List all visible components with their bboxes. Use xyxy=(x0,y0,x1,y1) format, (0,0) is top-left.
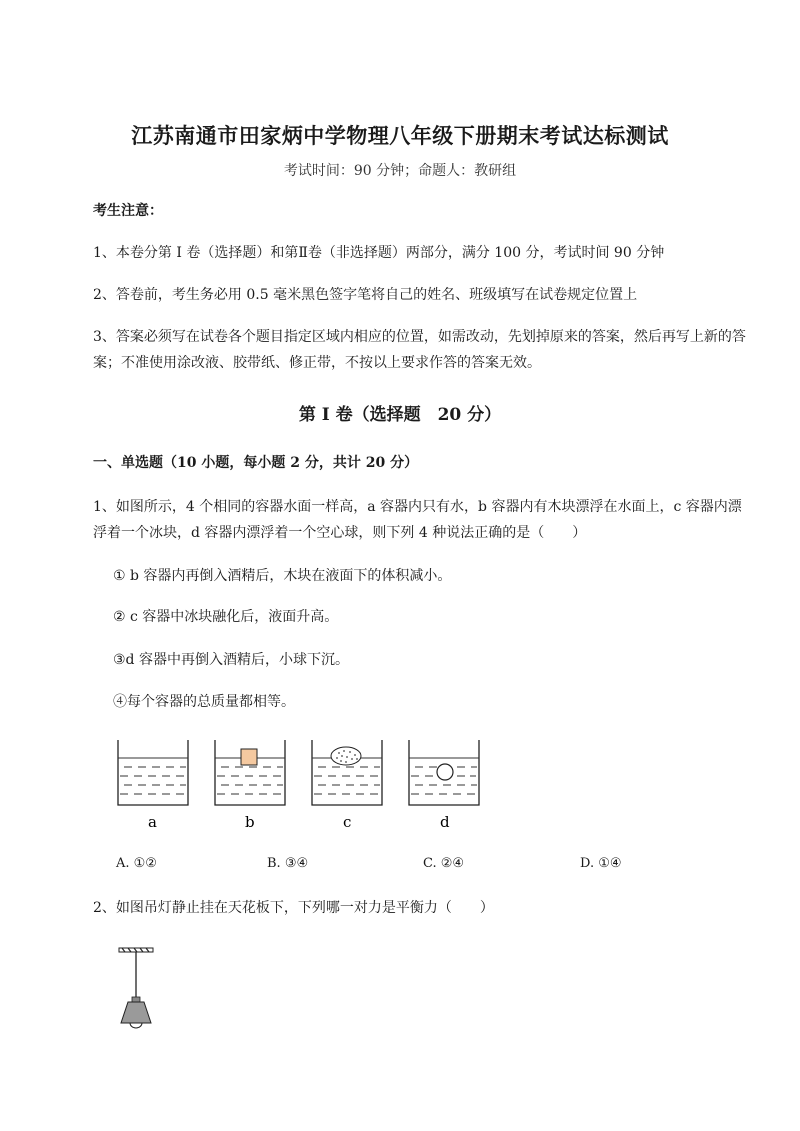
q1-option-a[interactable]: A. ①② xyxy=(116,856,157,871)
q1-option-b[interactable]: B. ③④ xyxy=(267,856,309,871)
label-b: b xyxy=(245,813,255,831)
q1-statement-1: ① b 容器内再倒入酒精后，木块在液面下的体积减小。 xyxy=(113,568,452,584)
label-a: a xyxy=(148,813,157,831)
page-subtitle: 考试时间：90 分钟；命题人：教研组 xyxy=(283,163,517,179)
notice-item-3: 3、答案必须写在试卷各个题目指定区域内相应的位置，如需改动，先划掉原来的答案，然后再写上新的答案；不准使用涂改液、胶带纸、修正带，不按以上要求作答的答案无效。 xyxy=(93,329,746,371)
notice-heading: 考生注意： xyxy=(93,203,163,219)
container-b xyxy=(215,740,285,805)
label-c: c xyxy=(343,813,352,831)
q1-statement-4: ④每个容器的总质量都相等。 xyxy=(113,694,295,710)
page-title: 江苏南通市田家炳中学物理八年级下册期末考试达标测试 xyxy=(131,123,669,148)
q1-statement-3: ③d 容器中再倒入酒精后，小球下沉。 xyxy=(113,652,349,668)
q1-statement-2: ② c 容器中冰块融化后，液面升高。 xyxy=(113,609,339,625)
notice-item-1: 1、本卷分第 I 卷（选择题）和第Ⅱ卷（非选择题）两部分，满分 100 分，考试时间 90 分钟 xyxy=(93,245,665,261)
q1-option-c[interactable]: C. ②④ xyxy=(423,856,465,871)
q2-stem: 2、如图吊灯静止挂在天花板下，下列哪一对力是平衡力（ ） xyxy=(93,900,494,916)
label-d: d xyxy=(440,813,450,831)
q1-stem: 1、如图所示，4 个相同的容器水面一样高，a 容器内只有水，b 容器内有木块漂浮在水面上，c 容器内漂浮着一个冰块，d 容器内漂浮着一个空心球，则下列 4 种说法正确的是（ ） xyxy=(93,499,742,541)
hollow-ball xyxy=(437,764,453,780)
lamp-cap xyxy=(132,997,140,1002)
container-d xyxy=(409,740,479,805)
ice-block xyxy=(331,747,361,765)
lamp-bulb xyxy=(130,1023,142,1028)
container-a xyxy=(118,740,188,805)
wood-block xyxy=(241,749,257,765)
hanging-lamp-figure xyxy=(113,945,163,1035)
notice-item-2: 2、答卷前，考生务必用 0.5 毫米黑色签字笔将自己的姓名、班级填写在试卷规定位置上 xyxy=(93,287,638,303)
containers-figure xyxy=(110,730,500,835)
part-title: 一、单选题（10 小题，每小题 2 分，共计 20 分） xyxy=(93,455,419,471)
lamp-shade xyxy=(121,1002,151,1023)
container-c xyxy=(312,740,382,805)
q1-option-d[interactable]: D. ①④ xyxy=(580,856,622,871)
section-title: 第 I 卷（选择题 20 分） xyxy=(298,405,502,425)
